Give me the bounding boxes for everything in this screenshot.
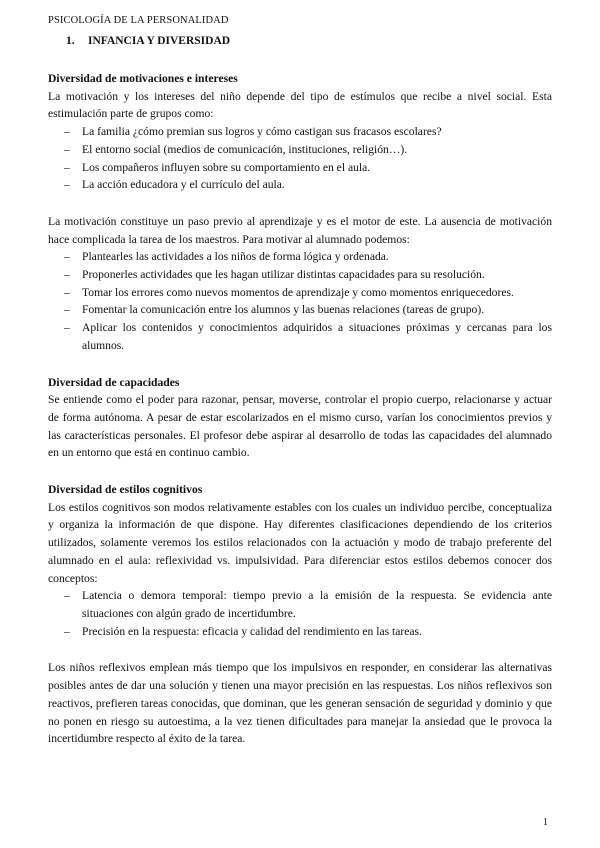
paragraph-capacidades: Se entiende como el poder para razonar, pensar, moverse, controlar el propio cuerpo, relacionarse y actuar de forma autónoma. A pesar de estar escolarizados en el mismo curso, varían los conocimientos previos y las características personales. El profesor debe aspirar al desarrollo de todas las capacidades del alumnado en un entorno que está en continuo cambio. [48,393,552,460]
list-conceptos [48,587,552,640]
paragraph-estilos: Los estilos cognitivos son modos relativamente estables con los cuales un individuo percibe, conceptualiza y organiza la información de que dispone. Hay diferentes clasificaciones dependiendo de los criterios utilizados, solamente veremos los estilos relacionados con la actuación y modo de trabajo preferente del alumnado en el aula: reflexividad vs. impulsividad. Para diferenciar estos estilos debemos conocer dos conceptos: [48,500,552,585]
list-item: – Los compañeros influyen sobre su comportamiento en el aula. [48,159,552,177]
document-body [48,70,552,748]
list-item: – Aplicar los contenidos y conocimientos adquiridos a situaciones próximas y cercanas para los alumnos. [48,319,552,354]
paragraph-reflexivos: Los niños reflexivos emplean más tiempo que los impulsivos en responder, en considerar las alternativas posibles antes de dar una solución y tienen una mayor precisión en las respuestas. Los niños reflexivos son reactivos, prefieren tareas conocidas, que dominan, que les generan sensación de seguridad y dominio y que no ponen en riesgo su autoestima, a la vez tienen dificultades para manejar la ansiedad que le provoca la incertidumbre respecto al éxito de la tarea. [48,661,552,746]
page-number: 1 [543,817,548,828]
heading-estilos: Diversidad de estilos cognitivos [48,483,203,497]
heading-motivaciones: Diversidad de motivaciones e intereses [48,72,238,85]
heading-capacidades: Diversidad de capacidades [48,375,180,389]
section-title [66,35,230,47]
list-grupos [48,123,552,194]
list-item: – La acción educadora y el currículo del aula. [48,176,552,194]
list-item: – Latencia o demora temporal: tiempo previo a la emisión de la respuesta. Se evidencia ante situaciones con algún grado de incertidumbre. [48,587,552,622]
paragraph-motivacion: La motivación constituye un paso previo al aprendizaje y es el motor de este. La ausencia de motivación hace complicada la tarea de los maestros. Para motivar al alumnado podemos: [48,214,552,246]
paragraph-motivaciones-intro: La motivación y los intereses del niño depende del tipo de estímulos que recibe a nivel social. Esta estimulación parte de grupos como: [48,89,552,121]
list-item: – Precisión en la respuesta: eficacia y calidad del rendimiento en las tareas. [48,623,552,641]
section-number: 1. [66,35,75,47]
list-item: – Plantearles las actividades a los niños de forma lógica y ordenada. [48,248,552,266]
list-item: – Proponerles actividades que les hagan utilizar distintas capacidades para su resolución. [48,266,552,284]
list-item: – Tomar los errores como nuevos momentos de aprendizaje y como momentos enriquecedores. [48,284,552,302]
running-header: PSICOLOGÍA DE LA PERSONALIDAD [48,15,229,26]
list-item: – El entorno social (medios de comunicación, instituciones, religión…). [48,141,552,159]
list-motivar [48,248,552,354]
list-item: – La familia ¿cómo premian sus logros y cómo castigan sus fracasos escolares? [48,123,552,141]
section-title-text: INFANCIA Y DIVERSIDAD [88,35,231,47]
list-item: – Fomentar la comunicación entre los alumnos y las buenas relaciones (tareas de grupo). [48,301,552,319]
